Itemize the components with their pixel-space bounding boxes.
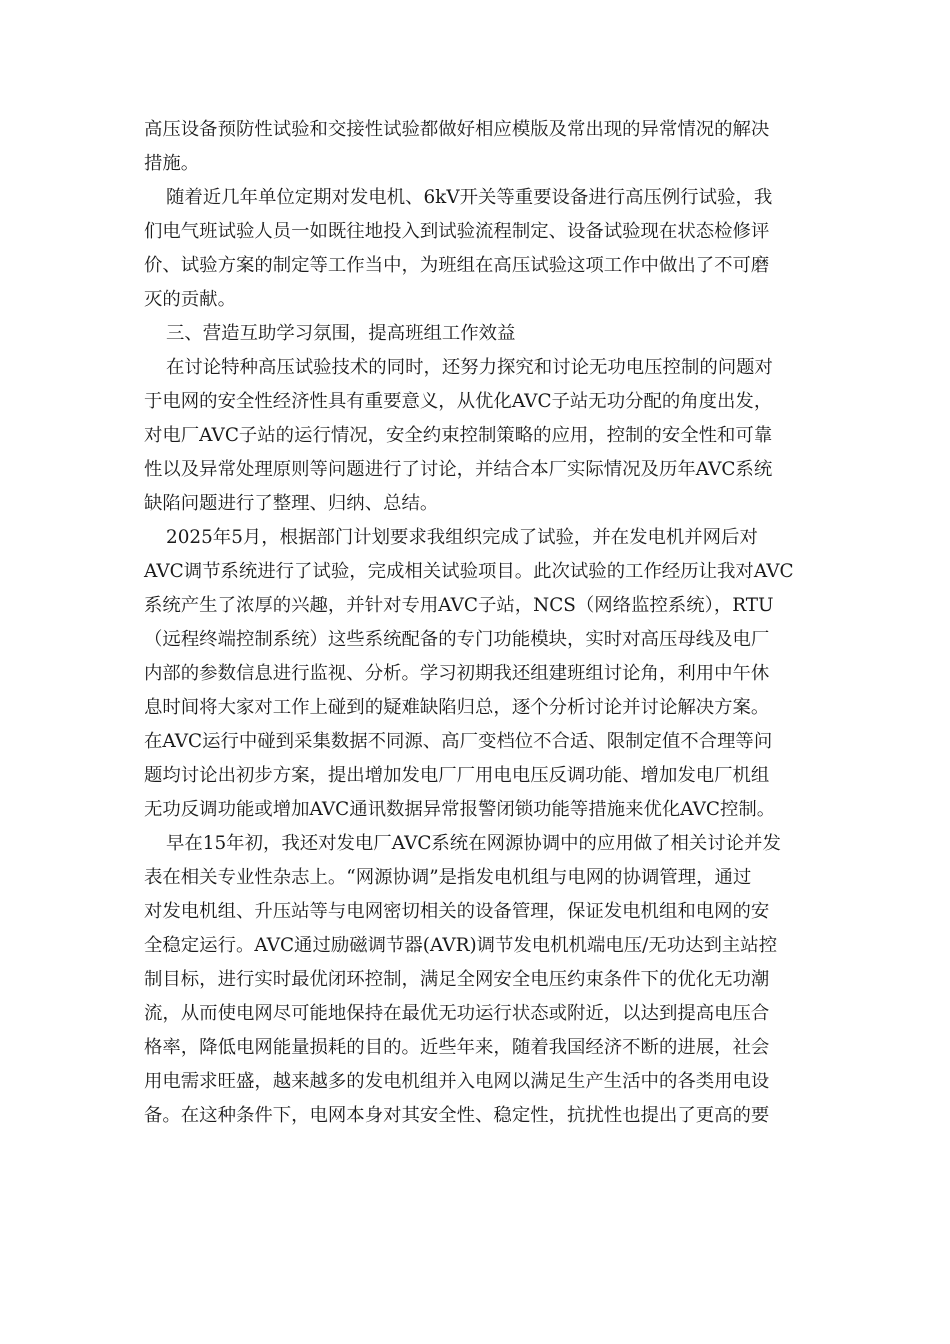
text-line: 制目标，进行实时最优闭环控制，满足全网安全电压约束条件下的优化无功潮 [144,969,770,990]
document-body [144,113,804,1133]
text-line: 无功反调功能或增加AVC通讯数据异常报警闭锁功能等措施来优化AVC控制。 [144,799,776,820]
text-line: 价、试验方案的制定等工作当中，为班组在高压试验这项工作中做出了不可磨 [144,255,770,276]
text-line: 表在相关专业性杂志上。“网源协调”是指发电机组与电网的协调管理，通过 [144,867,752,888]
text-line: 2025年5月，根据部门计划要求我组织完成了试验，并在发电机并网后对 [166,527,758,548]
text-line: 息时间将大家对工作上碰到的疑难缺陷归总，逐个分析讨论并讨论解决方案。 [144,697,770,718]
text-line: 系统产生了浓厚的兴趣，并针对专用AVC子站，NCS（网络监控系统），RTU [144,595,774,616]
text-line: 备。在这种条件下，电网本身对其安全性、稳定性，抗扰性也提出了更高的要 [144,1105,770,1126]
text-line: 灭的贡献。 [144,289,236,310]
text-line: 流，从而使电网尽可能地保持在最优无功运行状态或附近，以达到提高电压合 [144,1003,770,1024]
text-line: 在讨论特种高压试验技术的同时，还努力探究和讨论无功电压控制的问题对 [166,357,773,378]
text-line: 全稳定运行。AVC通过励磁调节器(AVR)调节发电机机端电压/无功达到主站控 [144,935,778,956]
text-line: 用电需求旺盛，越来越多的发电机组并入电网以满足生产生活中的各类用电设 [144,1071,770,1092]
text-line: 们电气班试验人员一如既往地投入到试验流程制定、设备试验现在状态检修评 [144,221,770,242]
text-line: 早在15年初，我还对发电厂AVC系统在网源协调中的应用做了相关讨论并发 [166,833,781,854]
text-line: 三、营造互助学习氛围，提高班组工作效益 [166,323,516,344]
text-line: 高压设备预防性试验和交接性试验都做好相应模版及常出现的异常情况的解决 [144,119,770,140]
text-line: AVC调节系统进行了试验，完成相关试验项目。此次试验的工作经历让我对AVC [144,561,794,582]
text-line: 对发电机组、升压站等与电网密切相关的设备管理，保证发电机组和电网的安 [144,901,770,922]
text-line: 于电网的安全性经济性具有重要意义，从优化AVC子站无功分配的角度出发， [144,391,773,412]
text-line: 对电厂AVC子站的运行情况，安全约束控制策略的应用，控制的安全性和可靠 [144,425,773,446]
text-line: 性以及异常处理原则等问题进行了讨论，并结合本厂实际情况及历年AVC系统 [144,459,773,480]
text-line: 内部的参数信息进行监视、分析。学习初期我还组建班组讨论角，利用中午休 [144,663,770,684]
text-line: 措施。 [144,153,200,174]
text-line: 随着近几年单位定期对发电机、6kV开关等重要设备进行高压例行试验，我 [166,187,773,208]
text-line: 缺陷问题进行了整理、归纳、总结。 [144,493,439,514]
text-line: （远程终端控制系统）这些系统配备的专门功能模块，实时对高压母线及电厂 [144,629,770,650]
text-line: 在AVC运行中碰到采集数据不同源、高厂变档位不合适、限制定值不合理等问 [144,731,773,752]
text-line: 题均讨论出初步方案，提出增加发电厂厂用电电压反调功能、增加发电厂机组 [144,765,770,786]
text-line: 格率，降低电网能量损耗的目的。近些年来，随着我国经济不断的进展，社会 [144,1037,770,1058]
